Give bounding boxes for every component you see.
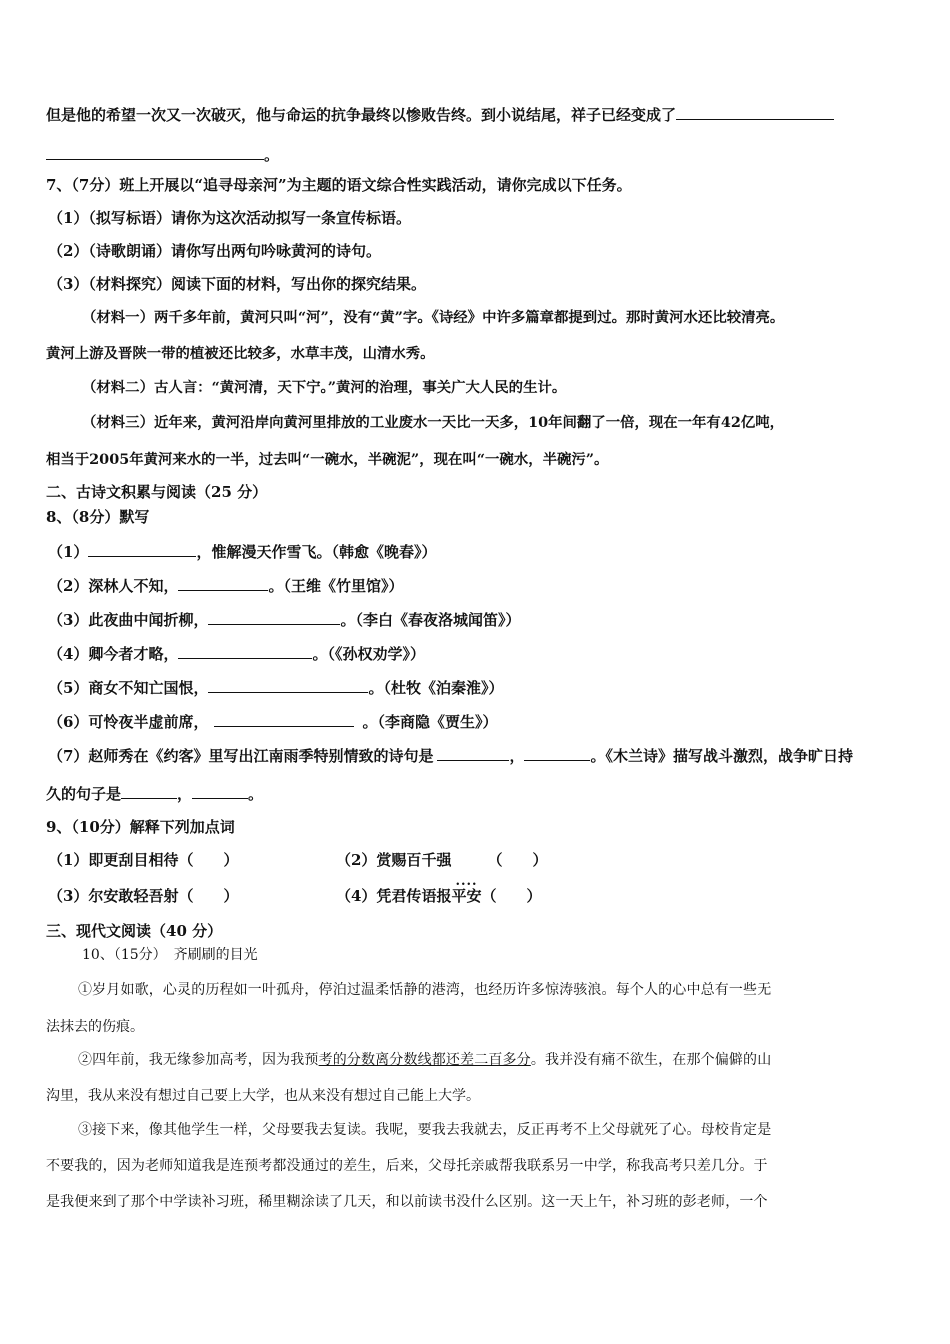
recite-item-3 — [48, 609, 520, 630]
word-item-3: （3）尔安敢轻吾射（ ） — [48, 887, 239, 905]
recite-item-7-continued — [46, 783, 263, 804]
word-item-4: （4）凭君传语报平安（ ） — [336, 887, 542, 905]
text-fragment: 。（李白《春夜洛城闻笛》） — [340, 611, 521, 629]
text-fragment: 。（杜牧《泊秦淮》） — [368, 679, 504, 697]
answer-blank[interactable] — [214, 711, 354, 727]
answer-blank[interactable] — [178, 643, 312, 659]
recite-item-6 — [48, 711, 497, 732]
material-2: （材料二）古人言：“黄河清，天下宁。”黄河的治理，事关广大人民的生计。 — [82, 379, 567, 396]
text-fragment: （ ） — [487, 851, 548, 869]
answer-blank[interactable] — [178, 575, 268, 591]
text-fragment: （1） — [48, 543, 89, 561]
recite-item-4 — [48, 643, 425, 664]
question-7-task-1: （1）（拟写标语）请你为这次活动拟写一条宣传标语。 — [48, 209, 411, 227]
answer-blank[interactable] — [208, 677, 368, 693]
material-1-line-1: （材料一）两千多年前，黄河只叫“河”，没有“黄”字。《诗经》中许多篇章都提到过。那时黄河水还比较清亮。 — [82, 309, 785, 326]
answer-blank[interactable] — [676, 104, 834, 120]
text-fragment: （6）可怜夜半虚前席， — [48, 713, 209, 731]
recite-item-7 — [48, 745, 853, 766]
question-10-stem: 10、（15分） 齐刷刷的目光 — [82, 947, 258, 963]
word-item-1: （1）即更刮目相待（ ） — [48, 851, 239, 869]
paragraph-1-line-2: 法抹去的伤痕。 — [46, 1019, 144, 1035]
text-fragment: ， — [177, 785, 193, 803]
recite-item-2 — [48, 575, 403, 596]
answer-blank[interactable] — [524, 745, 590, 761]
material-3-line-1: （材料三）近年来，黄河沿岸向黄河里排放的工业废水一天比一天多，10年间翻了一倍，现在一年有42亿吨， — [82, 414, 785, 431]
paragraph-3-line-3: 是我便来到了那个中学读补习班，稀里糊涂读了几天，和以前读书没什么区别。这一天上午，补习班的彭老师，一个 — [46, 1194, 768, 1210]
question-7-stem: 7、（7分）班上开展以“追寻母亲河”为主题的语文综合性实践活动，请你完成以下任务。 — [46, 176, 632, 194]
paragraph-1-line-1: ①岁月如歌，心灵的历程如一叶孤舟，停泊过温柔恬静的港湾，也经历许多惊涛骇浪。每个人的心中总有一些无 — [78, 982, 772, 998]
text-fragment: 。我并没有痛不欲生，在那个偏僻的山 — [530, 1052, 772, 1068]
text-fragment: 。 — [248, 785, 264, 803]
underlined-phrase: 考的分数离分数线都还差二百多分 — [318, 1052, 531, 1068]
text-line — [46, 104, 834, 125]
text-fragment: （2）赏赐百千强 — [336, 851, 452, 869]
recite-item-1 — [48, 541, 436, 562]
question-7-task-2: （2）（诗歌朗诵）请你写出两句吟咏黄河的诗句。 — [48, 242, 381, 260]
answer-blank[interactable] — [121, 783, 177, 799]
text-fragment: （4）卿今者才略， — [48, 645, 179, 663]
answer-blank[interactable] — [437, 745, 509, 761]
section-3-title: 三、现代文阅读（40 分） — [46, 922, 223, 940]
text-fragment: 。（李商隐《贾生》） — [362, 713, 498, 731]
paragraph-2-line-2: 沟里，我从来没有想过自己要上大学，也从来没有想过自己能上大学。 — [46, 1088, 480, 1104]
text-fragment: ， — [509, 747, 525, 765]
paragraph-2-line-1 — [78, 1050, 771, 1070]
text-fragment: 。 — [264, 146, 280, 164]
section-2-title: 二、古诗文积累与阅读（25 分） — [46, 483, 268, 501]
answer-blank[interactable] — [208, 609, 340, 625]
text-fragment: （5）商女不知亡国恨， — [48, 679, 209, 697]
question-8-stem: 8、（8分）默写 — [46, 508, 150, 526]
material-1-line-2: 黄河上游及晋陕一带的植被还比较多，水草丰茂，山清水秀。 — [46, 345, 435, 362]
material-3-line-2: 相当于2005年黄河来水的一半，过去叫“一碗水，半碗泥”，现在叫“一碗水，半碗污”。 — [46, 451, 609, 468]
text-fragment: ，惟解漫天作雪飞。（韩愈《晚春》） — [196, 543, 437, 561]
text-fragment: 。（《孙权劝学》） — [312, 645, 425, 663]
text-fragment: 。《木兰诗》描写战斗激烈，战争旷日持 — [590, 747, 853, 765]
text-fragment: 。（王维《竹里馆》） — [268, 577, 404, 595]
answer-blank[interactable] — [88, 541, 196, 557]
answer-blank[interactable] — [46, 144, 264, 160]
text-fragment: （2）深林人不知， — [48, 577, 179, 595]
recite-item-5 — [48, 677, 503, 698]
text-fragment: （3）此夜曲中闻折柳， — [48, 611, 209, 629]
text-fragment: 但是他的希望一次又一次破灭，他与命运的抗争最终以惨败告终。到小说结尾，祥子已经变成了 — [46, 106, 677, 124]
answer-blank[interactable] — [192, 783, 248, 799]
question-7-task-3: （3）（材料探究）阅读下面的材料，写出你的探究结果。 — [48, 275, 426, 293]
word-item-2 — [336, 850, 547, 870]
paragraph-3-line-2: 不要我的，因为老师知道我是连预考都没通过的差生，后来，父母托亲戚帮我联系另一中学，称我高考只差几分。于 — [46, 1158, 768, 1174]
text-fragment: ②四年前，我无缘参加高考，因为我预 — [78, 1052, 319, 1068]
question-9-stem: 9、（10分）解释下列加点词 — [46, 818, 235, 836]
text-fragment: （7）赵师秀在《约客》里写出江南雨季特别情致的诗句是 — [48, 747, 434, 765]
text-line — [46, 144, 279, 165]
paragraph-3-line-1: ③接下来，像其他学生一样，父母要我去复读。我呢，要我去我就去，反正再考不上父母就死了心。母校肯定是 — [78, 1122, 772, 1138]
text-fragment: 久的句子是 — [46, 785, 122, 803]
